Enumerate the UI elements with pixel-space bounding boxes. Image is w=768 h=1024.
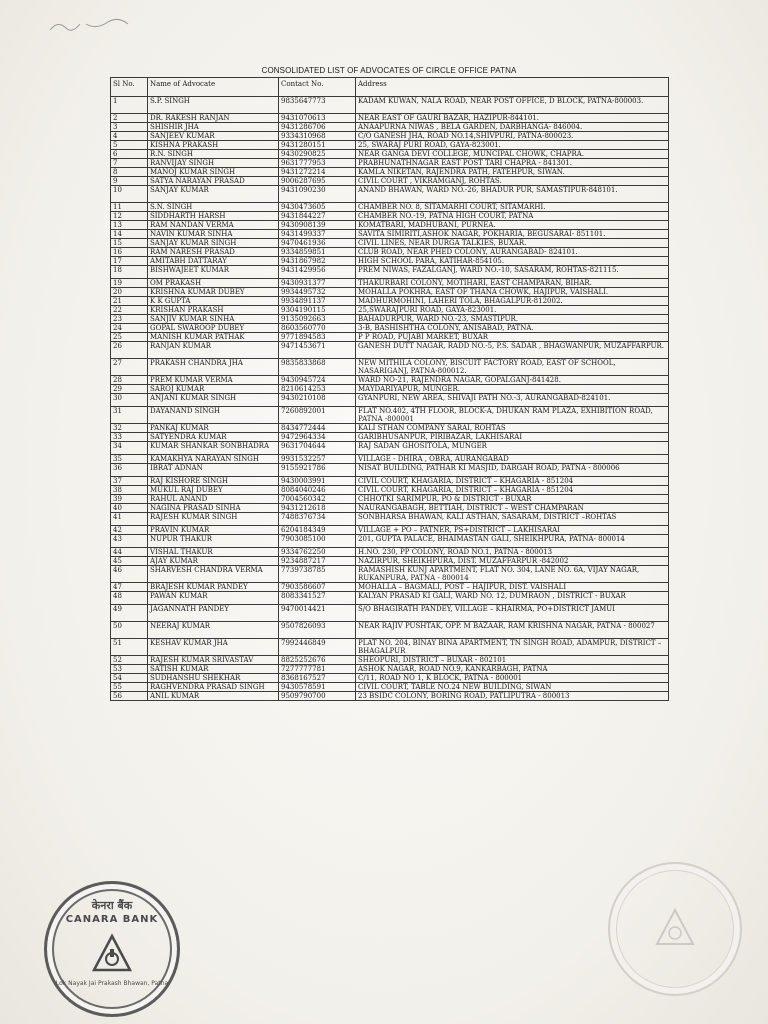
- cell-name: NUPUR THAKUR: [148, 535, 279, 548]
- cell-contact: 9835647773: [279, 97, 356, 114]
- cell-name: PRAKASH CHANDRA JHA: [148, 359, 279, 376]
- cell-sl-no: 4: [111, 132, 148, 141]
- table-row: [111, 394, 669, 407]
- cell-name: RANVIJAY SINGH: [148, 159, 279, 168]
- cell-name: SATYA NARAYAN PRASAD: [148, 177, 279, 186]
- table-row: [111, 495, 669, 504]
- cell-address: S/O BHAGIRATH PANDEY, VILLAGE – KHAIRMA, PO+DISTRICT JAMUI: [356, 605, 669, 622]
- table-body: [111, 97, 669, 701]
- cell-contact: 7488376734: [279, 513, 356, 526]
- cell-address: FLAT NO.402, 4TH FLOOR, BLOCK-A, DHUKAN RAM PLAZA, EXHIBITION ROAD, PATNA -800001: [356, 407, 669, 424]
- table-row: [111, 583, 669, 592]
- canara-bank-stamp: [44, 881, 180, 1017]
- cell-name: SHARVESH CHANDRA VERMA: [148, 566, 279, 583]
- cell-sl-no: 45: [111, 557, 148, 566]
- cell-sl-no: 17: [111, 257, 148, 266]
- cell-address: MAYDARIYAPUR, MUNGER.: [356, 385, 669, 394]
- cell-address: SAVITA SIMIRITI,ASHOK NAGAR, POKHARIA, BEGUSARAI- 851101.: [356, 230, 669, 239]
- cell-contact: 9931532257: [279, 455, 356, 464]
- table-row: [111, 288, 669, 297]
- cell-name: GOPAL SWAROOP DUBEY: [148, 324, 279, 333]
- cell-contact: 9934891137: [279, 297, 356, 306]
- cell-sl-no: 7: [111, 159, 148, 168]
- cell-contact: 9006287695: [279, 177, 356, 186]
- cell-sl-no: 36: [111, 464, 148, 477]
- cell-sl-no: 40: [111, 504, 148, 513]
- cell-sl-no: 18: [111, 266, 148, 279]
- cell-address: 25, SWARAJ PURI ROAD, GAYA-823001.: [356, 141, 669, 150]
- cell-address: CHAMBER NO. 8, SITAMARHI COURT, SITAMARHI.: [356, 203, 669, 212]
- cell-sl-no: 13: [111, 221, 148, 230]
- cell-contact: 9304190115: [279, 306, 356, 315]
- cell-sl-no: 41: [111, 513, 148, 526]
- table-row: [111, 504, 669, 513]
- cell-contact: 7992446849: [279, 639, 356, 656]
- cell-sl-no: 37: [111, 477, 148, 486]
- table-row: [111, 665, 669, 674]
- cell-address: HIGH SCHOOL PARA, KATIHAR-854105.: [356, 257, 669, 266]
- table-row: [111, 186, 669, 203]
- cell-name: RAJESH KUMAR SRIVASTAV: [148, 656, 279, 665]
- cell-contact: 9430931377: [279, 279, 356, 288]
- cell-address: NAZIRPUR, SHEIKHPURA, DIST. MUZAFFARPUR -842002: [356, 557, 669, 566]
- table-row: [111, 464, 669, 477]
- cell-name: KUMAR SHANKAR SONBHADRA: [148, 442, 279, 455]
- cell-address: ANAND BHAWAN, WARD NO.-26, BHADUR PUR, SAMASTIPUR-848101.: [356, 186, 669, 203]
- cell-sl-no: 6: [111, 150, 148, 159]
- cell-address: SONBHARSA BHAWAN, KALI ASTHAN, SASARAM, DISTRICT –ROHTAS: [356, 513, 669, 526]
- cell-name: SANJAY KUMAR: [148, 186, 279, 203]
- cell-address: CIVIL COURT , VIKRAMGANJ, ROHTAS.: [356, 177, 669, 186]
- faint-bank-seal: [608, 862, 742, 996]
- cell-name: MANOJ KUMAR SINGH: [148, 168, 279, 177]
- cell-address: VILLAGE + PO – PATNER, PS+DISTRICT – LAKHISARAI: [356, 526, 669, 535]
- cell-name: SATYENDRA KUMAR: [148, 433, 279, 442]
- cell-name: RANJAN KUMAR: [148, 342, 279, 359]
- cell-contact: 9431429956: [279, 266, 356, 279]
- cell-sl-no: 2: [111, 114, 148, 123]
- cell-name: SUDHANSHU SHEKHAR: [148, 674, 279, 683]
- cell-contact: 8603560770: [279, 324, 356, 333]
- cell-sl-no: 52: [111, 656, 148, 665]
- cell-address: CIVIL LINES, NEAR DURGA TALKIES, BUXAR.: [356, 239, 669, 248]
- cell-contact: 8368167527: [279, 674, 356, 683]
- table-row: [111, 442, 669, 455]
- cell-name: RAJESH KUMAR SINGH: [148, 513, 279, 526]
- cell-address: H.NO. 230, PP COLONY, ROAD NO.1, PATNA - 800013: [356, 548, 669, 557]
- cell-name: PREM KUMAR VERMA: [148, 376, 279, 385]
- cell-sl-no: 20: [111, 288, 148, 297]
- cell-address: CHAMBER NO.-19, PATNA HIGH COURT, PATNA: [356, 212, 669, 221]
- table-row: [111, 656, 669, 665]
- cell-address: VILLAGE - DHIRA , OBRA, AURANGABAD: [356, 455, 669, 464]
- table-row: [111, 557, 669, 566]
- cell-sl-no: 38: [111, 486, 148, 495]
- cell-sl-no: 25: [111, 333, 148, 342]
- cell-contact: 8210614253: [279, 385, 356, 394]
- cell-contact: 9334310968: [279, 132, 356, 141]
- cell-name: KAMAKHYA NARAYAN SINGH: [148, 455, 279, 464]
- cell-sl-no: 12: [111, 212, 148, 221]
- cell-contact: 9631704644: [279, 442, 356, 455]
- cell-contact: 9431280151: [279, 141, 356, 150]
- cell-contact: 9430908139: [279, 221, 356, 230]
- cell-sl-no: 56: [111, 692, 148, 701]
- table-row: [111, 513, 669, 526]
- cell-address: NEW MITHILA COLONY, BISCUIT FACTORY ROAD, EAST OF SCHOOL, NASARIGANJ, PATNA-800012.: [356, 359, 669, 376]
- table-row: [111, 424, 669, 433]
- cell-sl-no: 15: [111, 239, 148, 248]
- table-row: [111, 359, 669, 376]
- cell-name: SANJAY KUMAR SINGH: [148, 239, 279, 248]
- table-row: [111, 535, 669, 548]
- stamp-bank-name: CANARA BANK: [65, 914, 159, 925]
- cell-sl-no: 47: [111, 583, 148, 592]
- cell-address: CIVIL COURT, TABLE NO.24 NEW BUILDING, SIWAN: [356, 683, 669, 692]
- cell-name: R.N. SINGH: [148, 150, 279, 159]
- cell-sl-no: 28: [111, 376, 148, 385]
- table-row: [111, 324, 669, 333]
- cell-name: S.P. SINGH: [148, 97, 279, 114]
- cell-address: MADHURMOHINI, LAHERI TOLA, BHAGALPUR-812002.: [356, 297, 669, 306]
- table-row: [111, 248, 669, 257]
- cell-contact: 9431867982: [279, 257, 356, 266]
- cell-name: PAWAN KUMAR: [148, 592, 279, 605]
- cell-sl-no: 30: [111, 394, 148, 407]
- cell-sl-no: 35: [111, 455, 148, 464]
- cell-name: BRAJESH KUMAR PANDEY: [148, 583, 279, 592]
- cell-sl-no: 50: [111, 622, 148, 639]
- cell-name: SATISH KUMAR: [148, 665, 279, 674]
- cell-address: RAMASHISH KUNJ APARTMENT, FLAT NO. 304, LANE NO. 6A, VIJAY NAGAR, RUKANPURA, PATNA - 800014: [356, 566, 669, 583]
- cell-sl-no: 14: [111, 230, 148, 239]
- cell-sl-no: 34: [111, 442, 148, 455]
- header-sl-no: Sl No.: [111, 78, 148, 97]
- table-row: [111, 177, 669, 186]
- table-row: [111, 455, 669, 464]
- cell-address: ASHOK NAGAR, ROAD NO.9, KANKARBAGH, PATNA: [356, 665, 669, 674]
- cell-address: CHHOTKI SARIMPUR, PO & DISTRICT - BUXAR: [356, 495, 669, 504]
- cell-sl-no: 42: [111, 526, 148, 535]
- advocate-table: [110, 77, 669, 701]
- cell-sl-no: 27: [111, 359, 148, 376]
- cell-name: NEERAJ KUMAR: [148, 622, 279, 639]
- cell-sl-no: 46: [111, 566, 148, 583]
- cell-sl-no: 22: [111, 306, 148, 315]
- cell-contact: 9430210108: [279, 394, 356, 407]
- cell-name: AMITABH DATTARAY: [148, 257, 279, 266]
- cell-address: PRABHUNATHNAGAR EAST POST TARI CHAPRA - 841301.: [356, 159, 669, 168]
- table-row: [111, 333, 669, 342]
- cell-contact: 9507826093: [279, 622, 356, 639]
- cell-name: VISHAL THAKUR: [148, 548, 279, 557]
- cell-contact: 8825252676: [279, 656, 356, 665]
- header-name: Name of Advocate: [148, 78, 279, 97]
- bank-logo-icon: [90, 932, 134, 976]
- table-row: [111, 239, 669, 248]
- cell-address: PREM NIWAS, FAZALGANJ, WARD NO.-10, SASARAM, ROHTAS-821115.: [356, 266, 669, 279]
- cell-contact: 9771894583: [279, 333, 356, 342]
- cell-contact: 9471453671: [279, 342, 356, 359]
- cell-address: RAJ SADAN GHOSITOLA, MUNGER: [356, 442, 669, 455]
- cell-sl-no: 21: [111, 297, 148, 306]
- cell-sl-no: 26: [111, 342, 148, 359]
- cell-address: NISAT BUILDING, PATHAR KI MASJID, DARGAH ROAD, PATNA - 800006: [356, 464, 669, 477]
- table-row: [111, 486, 669, 495]
- table-row: [111, 123, 669, 132]
- table-row: [111, 266, 669, 279]
- cell-address: ANAAPURNA NIWAS , BELA GARDEN, DARBHANGA- 846004.: [356, 123, 669, 132]
- table-row: [111, 548, 669, 557]
- cell-name: KESHAV KUMAR JHA: [148, 639, 279, 656]
- cell-address: KALI STHAN COMPANY SARAI, ROHTAS: [356, 424, 669, 433]
- cell-sl-no: 55: [111, 683, 148, 692]
- cell-contact: 9431070613: [279, 114, 356, 123]
- cell-sl-no: 54: [111, 674, 148, 683]
- table-row: [111, 97, 669, 114]
- cell-name: AJAY KUMAR: [148, 557, 279, 566]
- cell-contact: 9430578591: [279, 683, 356, 692]
- cell-contact: 7004560342: [279, 495, 356, 504]
- cell-sl-no: 31: [111, 407, 148, 424]
- cell-name: SANJIV KUMAR SINHA: [148, 315, 279, 324]
- cell-name: KRISHNA KUMAR DUBEY: [148, 288, 279, 297]
- cell-name: PRAVIN KUMAR: [148, 526, 279, 535]
- cell-sl-no: 8: [111, 168, 148, 177]
- cell-name: NAGINA PRASAD SINHA: [148, 504, 279, 513]
- cell-name: BISHWAJEET KUMAR: [148, 266, 279, 279]
- table-row: [111, 221, 669, 230]
- cell-address: KAMLA NIKETAN, RAJENDRA PATH, FATEHPUR, SIWAN.: [356, 168, 669, 177]
- header-contact: Contact No.: [279, 78, 356, 97]
- cell-contact: 7739738785: [279, 566, 356, 583]
- cell-name: NAVIN KUMAR SINHA: [148, 230, 279, 239]
- cell-contact: 9431499337: [279, 230, 356, 239]
- cell-address: GANESH DUTT NAGAR, RADD NO.-5, P.S. SADAR , BHAGWANPUR, MUZAFFARPUR.: [356, 342, 669, 359]
- table-row: [111, 132, 669, 141]
- cell-sl-no: 16: [111, 248, 148, 257]
- cell-sl-no: 51: [111, 639, 148, 656]
- cell-sl-no: 5: [111, 141, 148, 150]
- cell-address: C/11, ROAD NO 1, K BLOCK, PATNA - 800001: [356, 674, 669, 683]
- cell-sl-no: 53: [111, 665, 148, 674]
- cell-contact: 9470014421: [279, 605, 356, 622]
- table-row: [111, 114, 669, 123]
- cell-name: RAJ KISHORE SINGH: [148, 477, 279, 486]
- cell-sl-no: 39: [111, 495, 148, 504]
- table-header-row: [111, 78, 669, 97]
- cell-sl-no: 33: [111, 433, 148, 442]
- cell-address: C/O GANESH JHA, ROAD NO.14,SHIVPURI, PATNA-800023.: [356, 132, 669, 141]
- cell-address: 25,SWARAJPURI ROAD, GAYA-823001.: [356, 306, 669, 315]
- cell-address: MOHALLA POKHRA, EAST OF THANA CHOWK, HAJIPUR, VAISHALI.: [356, 288, 669, 297]
- cell-contact: 9835833868: [279, 359, 356, 376]
- cell-contact: 9234887217: [279, 557, 356, 566]
- cell-address: CLUB ROAD, NEAR PHED COLONY, AURANGABAD- 824101.: [356, 248, 669, 257]
- table-row: [111, 477, 669, 486]
- cell-name: OM PRAKASH: [148, 279, 279, 288]
- cell-address: GYANPURI, NEW AREA, SHIVAJI PATH NO.-3, AURANGABAD-824101.: [356, 394, 669, 407]
- table-row: [111, 297, 669, 306]
- cell-sl-no: 24: [111, 324, 148, 333]
- cell-sl-no: 10: [111, 186, 148, 203]
- table-row: [111, 141, 669, 150]
- table-row: [111, 592, 669, 605]
- table-row: [111, 306, 669, 315]
- cell-address: NEAR GANGA DEVI COLLEGE, MUNCIPAL CHOWK, CHAPRA.: [356, 150, 669, 159]
- table-row: [111, 230, 669, 239]
- cell-sl-no: 49: [111, 605, 148, 622]
- cell-sl-no: 3: [111, 123, 148, 132]
- cell-contact: 9431286706: [279, 123, 356, 132]
- cell-sl-no: 29: [111, 385, 148, 394]
- cell-name: ANIL KUMAR: [148, 692, 279, 701]
- cell-address: GARIBHUSANPUR, PIRIBAZAR, LAKHISARAI: [356, 433, 669, 442]
- cell-contact: 8434772444: [279, 424, 356, 433]
- cell-contact: 9430003991: [279, 477, 356, 486]
- cell-sl-no: 48: [111, 592, 148, 605]
- cell-contact: 7277777781: [279, 665, 356, 674]
- cell-contact: 9934495732: [279, 288, 356, 297]
- cell-name: RAM NARESH PRASAD: [148, 248, 279, 257]
- table-row: [111, 342, 669, 359]
- faint-bank-logo-icon: [653, 906, 697, 950]
- cell-address: KOMATBARI, MADHUBANI, PURNEA.: [356, 221, 669, 230]
- cell-address: KALYAN PRASAD KI GALI, WARD NO. 12, DUMRAON , DISTRICT - BUXAR: [356, 592, 669, 605]
- cell-contact: 9430945724: [279, 376, 356, 385]
- cell-name: JAGANNATH PANDEY: [148, 605, 279, 622]
- table-row: [111, 674, 669, 683]
- header-address: Address: [356, 78, 669, 97]
- cell-contact: 9155921786: [279, 464, 356, 477]
- table-row: [111, 605, 669, 622]
- cell-address: 23 BSIDC COLONY, BORING ROAD, PATLIPUTRA - 800013: [356, 692, 669, 701]
- cell-address: WARD NO-21, RAJENDRA NAGAR, GOPALGANJ-841428.: [356, 376, 669, 385]
- table-row: [111, 622, 669, 639]
- cell-contact: 9430290825: [279, 150, 356, 159]
- cell-name: SIDDHARTH HARSH: [148, 212, 279, 221]
- cell-sl-no: 44: [111, 548, 148, 557]
- cell-contact: 6204184349: [279, 526, 356, 535]
- table-row: [111, 683, 669, 692]
- cell-contact: 7903586607: [279, 583, 356, 592]
- cell-address: CIVIL COURT, KHAGARIA, DISTRICT – KHAGARIA - 851204: [356, 486, 669, 495]
- cell-address: NEAR RAJIV PUSHTAK, OPP. M BAZAAR, RAM KRISHNA NAGAR, PATNA - 800027: [356, 622, 669, 639]
- cell-address: CIVIL COURT, KHAGARIA, DISTRICT – KHAGARIA - 851204: [356, 477, 669, 486]
- cell-address: NAURANGABAGH, BETTIAH, DISTRICT – WEST CHAMPARAN: [356, 504, 669, 513]
- table-row: [111, 159, 669, 168]
- cell-address: PLAT NO. 204, BINAY BINA APARTMENT, TN SINGH ROAD, ADAMPUR, DISTRICT – BHAGALPUR: [356, 639, 669, 656]
- cell-address: NEAR EAST OF GAURI BAZAR, HAZIPUR-844101.: [356, 114, 669, 123]
- table-row: [111, 433, 669, 442]
- cell-name: SHISHIR JHA: [148, 123, 279, 132]
- cell-contact: 8083341527: [279, 592, 356, 605]
- cell-sl-no: 23: [111, 315, 148, 324]
- cell-sl-no: 32: [111, 424, 148, 433]
- cell-name: DAYANAND SINGH: [148, 407, 279, 424]
- cell-name: MANISH KUMAR PATHAK: [148, 333, 279, 342]
- cell-contact: 9631777953: [279, 159, 356, 168]
- cell-address: KADAM KUWAN, NALA ROAD, NEAR POST OFFICE, D BLOCK, PATNA-800003.: [356, 97, 669, 114]
- cell-address: MOHALLA – BAGMALI, POST – HAJIPUR, DIST. VAISHALI: [356, 583, 669, 592]
- cell-contact: 9509790700: [279, 692, 356, 701]
- cell-address: THAKURBARI COLONY, MOTIHARI, EAST CHAMPARAN, BIHAR.: [356, 279, 669, 288]
- table-row: [111, 376, 669, 385]
- table-row: [111, 692, 669, 701]
- cell-contact: 9334762250: [279, 548, 356, 557]
- cell-name: K K GUPTA: [148, 297, 279, 306]
- handwritten-mark: [42, 12, 152, 42]
- cell-name: ANJANI KUMAR SINGH: [148, 394, 279, 407]
- table-row: [111, 257, 669, 266]
- cell-contact: 9334859851: [279, 248, 356, 257]
- cell-name: KISHNA PRAKASH: [148, 141, 279, 150]
- cell-contact: 7260892001: [279, 407, 356, 424]
- table-row: [111, 526, 669, 535]
- cell-contact: 9472964334: [279, 433, 356, 442]
- cell-contact: 9470461936: [279, 239, 356, 248]
- cell-sl-no: 1: [111, 97, 148, 114]
- cell-name: KRISHAN PRAKASH: [148, 306, 279, 315]
- cell-sl-no: 11: [111, 203, 148, 212]
- cell-contact: 7903085100: [279, 535, 356, 548]
- cell-contact: 9431212618: [279, 504, 356, 513]
- cell-contact: 9135092663: [279, 315, 356, 324]
- stamp-address-text: Lok Nayak Jai Prakash Bhawan, Patna: [55, 980, 169, 987]
- stamp-hindi-text: केनरा बैंक: [91, 899, 133, 912]
- cell-contact: 8084040246: [279, 486, 356, 495]
- cell-contact: 9431090230: [279, 186, 356, 203]
- cell-address: 201, GUPTA PALACE, BHAIMASTAN GALI, SHEIKHPURA, PATNA- 800014: [356, 535, 669, 548]
- cell-contact: 9431272214: [279, 168, 356, 177]
- table-row: [111, 212, 669, 221]
- cell-name: RAM NANDAN VERMA: [148, 221, 279, 230]
- table-row: [111, 150, 669, 159]
- table-row: [111, 168, 669, 177]
- cell-name: SANJEEV KUMAR: [148, 132, 279, 141]
- table-row: [111, 279, 669, 288]
- table-row: [111, 203, 669, 212]
- cell-name: PANKAJ KUMAR: [148, 424, 279, 433]
- table-row: [111, 385, 669, 394]
- cell-name: S.N. SINGH: [148, 203, 279, 212]
- table-row: [111, 315, 669, 324]
- cell-name: RAGHVENDRA PRASAD SINGH: [148, 683, 279, 692]
- cell-contact: 9430473605: [279, 203, 356, 212]
- document-title: CONSOLIDATED LIST OF ADVOCATES OF CIRCLE OFFICE PATNA: [261, 66, 517, 75]
- cell-sl-no: 9: [111, 177, 148, 186]
- cell-name: DR. RAKESH RANJAN: [148, 114, 279, 123]
- cell-address: BAHADURPUR, WARD NO.-23, SMASTIPUR.: [356, 315, 669, 324]
- cell-address: P P ROAD, PUJABI MARKET, BUXAR: [356, 333, 669, 342]
- cell-contact: 9431844227: [279, 212, 356, 221]
- cell-name: MUKUL RAJ DUBEY: [148, 486, 279, 495]
- table-row: [111, 639, 669, 656]
- cell-sl-no: 19: [111, 279, 148, 288]
- cell-address: SHEOPURI, DISTRICT – BUXAR - 802101: [356, 656, 669, 665]
- table-row: [111, 566, 669, 583]
- table-row: [111, 407, 669, 424]
- cell-sl-no: 43: [111, 535, 148, 548]
- cell-name: RAHUL ANAND: [148, 495, 279, 504]
- cell-name: SAROJ KUMAR: [148, 385, 279, 394]
- cell-address: 3-B, BASHISHTHA COLONY, ANISABAD, PATNA.: [356, 324, 669, 333]
- cell-name: IBRAT ADNAN: [148, 464, 279, 477]
